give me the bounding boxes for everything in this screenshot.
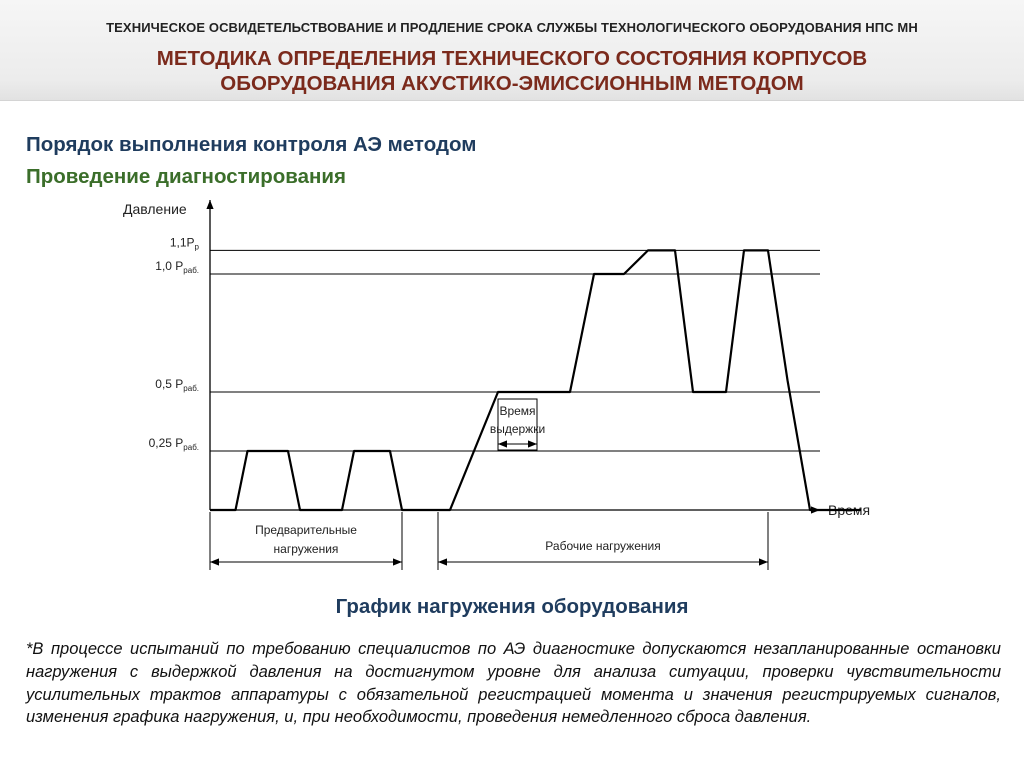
header-title-line-2: ОБОРУДОВАНИЯ АКУСТИКО-ЭМИССИОННЫМ МЕТОДОМ xyxy=(220,72,804,95)
level-label-1: 0,25 $P_{раб.}$ xyxy=(148,436,199,452)
header-top-line: ТЕХНИЧЕСКОЕ ОСВИДЕТЕЛЬСТВОВАНИЕ И ПРОДЛЕНИЕ СРОКА СЛУЖБЫ ТЕХНОЛОГИЧЕСКОГО ОБОРУДОВАНИЯ НПС МН xyxy=(106,20,918,35)
section-title: Порядок выполнения контроля АЭ методом xyxy=(26,133,477,156)
header-title-line-1: МЕТОДИКА ОПРЕДЕЛЕНИЯ ТЕХНИЧЕСКОГО СОСТОЯНИЯ КОРПУСОВ xyxy=(156,47,868,70)
working-span-label: Рабочие нагружения xyxy=(545,539,661,553)
y-axis-label: Давление xyxy=(123,201,187,217)
section-subtitle: Проведение диагностирования xyxy=(26,165,346,188)
level-label-3: 1,0 $P_{раб.}$ xyxy=(155,259,199,275)
chart-caption: График нагружения оборудования xyxy=(335,595,689,618)
x-axis-label: Время xyxy=(828,502,871,518)
level-label-4: $1,1P_р$ xyxy=(169,235,199,252)
footnote: *В процессе испытаний по требованию специалистов по АЭ диагностике допускаются незапланированные остановки нагружения с выдержкой давления на достигнутом уровне для анализа ситуации, проверки чувствительности усилительных трактов аппаратуры с обязательной регистрацией момента и значения регистрируемых сигналов, изменения графика нагружения, и, при необходимости, проведения немедленного сброса давления. xyxy=(26,640,1001,727)
pressure-series-line xyxy=(210,250,861,510)
hold-time-label-1: Время xyxy=(499,404,536,418)
preliminary-span-label-2: нагружения xyxy=(273,542,339,556)
preliminary-span-label-1: Предварительные xyxy=(255,523,357,537)
level-label-2: 0,5 $P_{раб.}$ xyxy=(155,377,199,393)
hold-time-label-2: выдержки xyxy=(489,422,546,436)
